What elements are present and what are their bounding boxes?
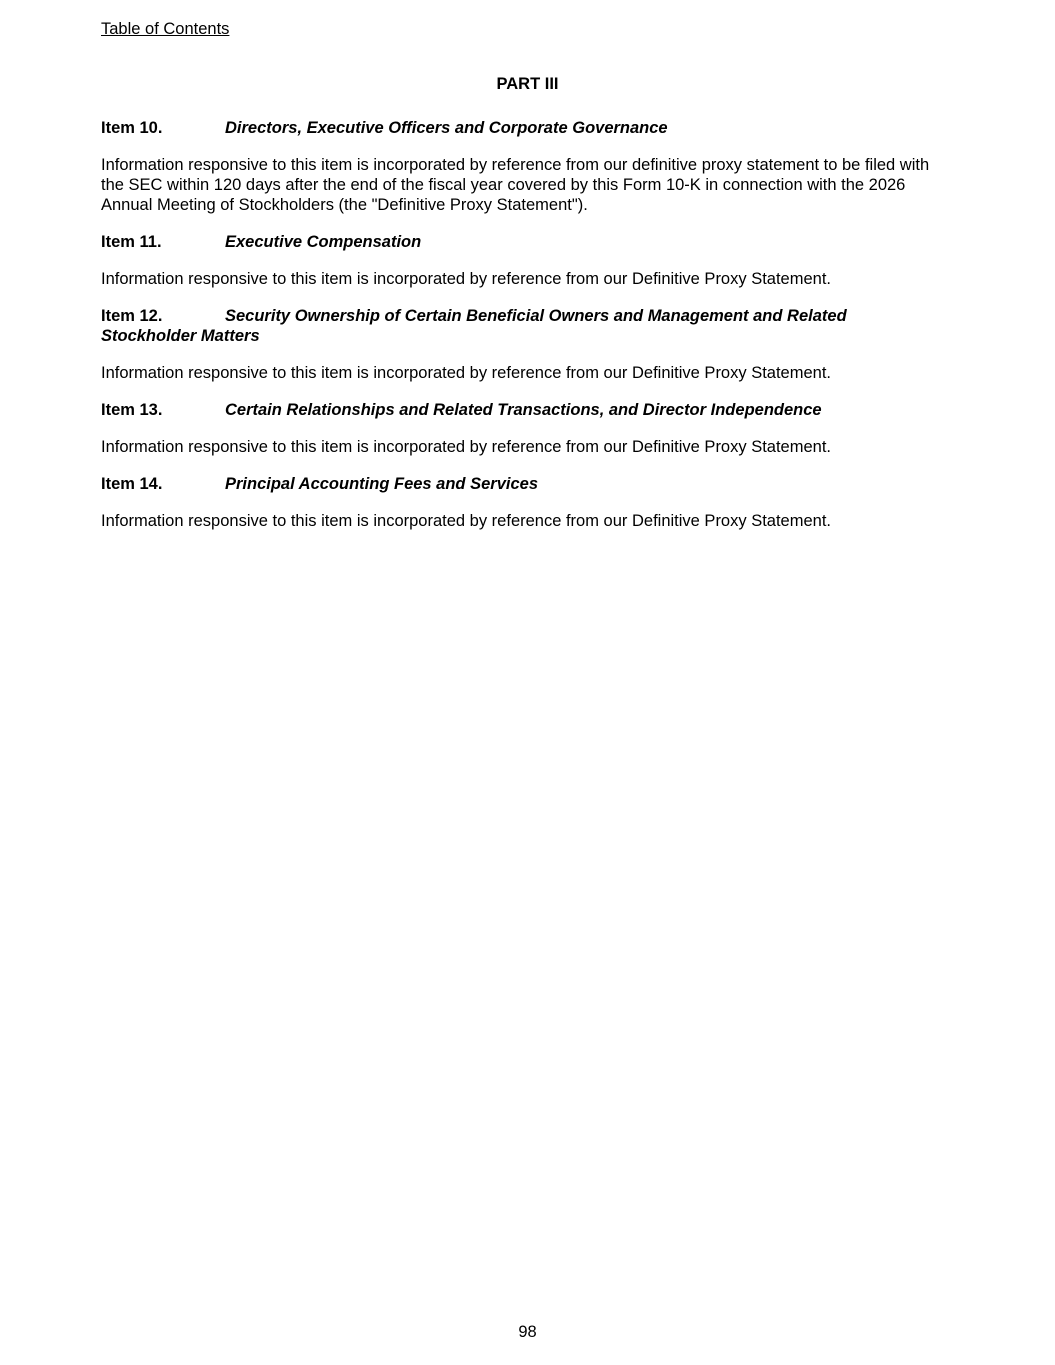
item-number: Item 11. bbox=[101, 233, 162, 251]
item-12-body bbox=[101, 363, 941, 383]
item-title: Certain Relationships and Related Transactions, and Director Independence bbox=[225, 401, 822, 419]
item-number: Item 12. bbox=[101, 307, 163, 325]
part-title: PART III bbox=[496, 75, 559, 93]
document-page bbox=[101, 0, 941, 1365]
item-10-heading bbox=[101, 118, 941, 138]
item-title: Security Ownership of Certain Beneficial Owners and Management and Related Stockholder Matters bbox=[101, 307, 847, 345]
item-14-heading bbox=[101, 474, 941, 494]
item-title: Directors, Executive Officers and Corporate Governance bbox=[225, 119, 668, 137]
item-number: Item 10. bbox=[101, 119, 163, 137]
table-of-contents-link[interactable]: Table of Contents bbox=[101, 20, 230, 38]
item-title: Principal Accounting Fees and Services bbox=[225, 475, 538, 493]
item-body-text: Information responsive to this item is incorporated by reference from our Definitive Proxy Statement. bbox=[101, 270, 831, 288]
item-10-body bbox=[101, 155, 941, 215]
item-body-text: Information responsive to this item is incorporated by reference from our definitive proxy statement to be filed with the SEC within 120 days after the end of the fiscal year covered by this Form 10-K in connection with the 2026 Annual Meeting of Stockholders (the "Definitive Proxy Statement"). bbox=[101, 156, 930, 214]
item-body-text: Information responsive to this item is incorporated by reference from our Definitive Proxy Statement. bbox=[101, 512, 831, 530]
item-body-text: Information responsive to this item is incorporated by reference from our Definitive Proxy Statement. bbox=[101, 438, 831, 456]
item-body-text: Information responsive to this item is incorporated by reference from our Definitive Proxy Statement. bbox=[101, 364, 831, 382]
item-title: Executive Compensation bbox=[225, 233, 422, 251]
item-number: Item 13. bbox=[101, 401, 163, 419]
page-number: 98 bbox=[518, 1323, 537, 1341]
item-number: Item 14. bbox=[101, 475, 163, 493]
item-13-body bbox=[101, 437, 941, 457]
item-12-heading bbox=[101, 306, 891, 346]
item-13-heading bbox=[101, 400, 941, 420]
item-14-body bbox=[101, 511, 941, 531]
item-11-body bbox=[101, 269, 941, 289]
item-11-heading bbox=[101, 232, 941, 252]
